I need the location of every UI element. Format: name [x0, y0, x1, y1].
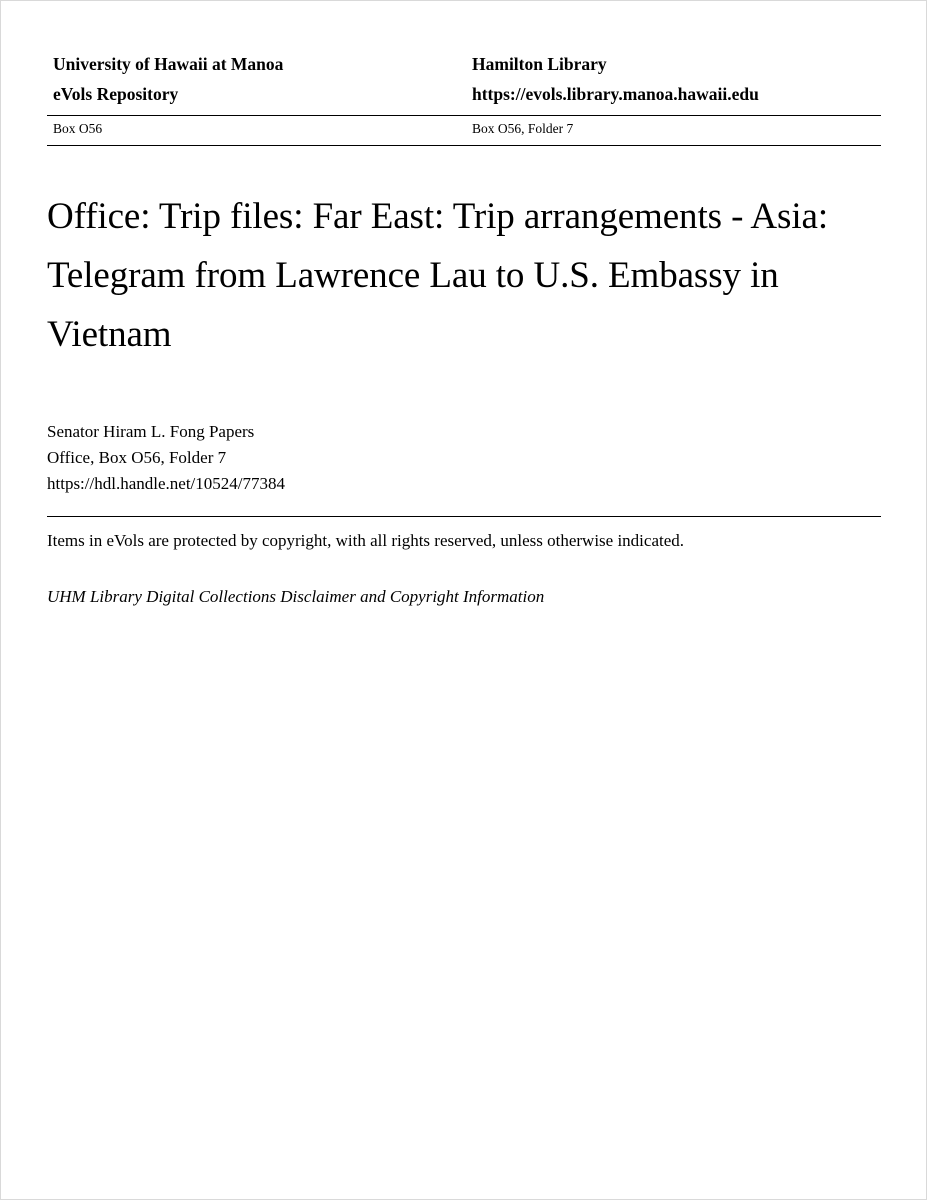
citation-handle[interactable]: https://hdl.handle.net/10524/77384 — [47, 474, 285, 493]
document-header — [47, 49, 881, 146]
header-row-secondary — [47, 116, 881, 139]
header-row-primary — [47, 49, 881, 109]
header-box-left-column — [47, 119, 472, 139]
header-right-column — [472, 49, 881, 109]
page-title: Office: Trip files: Far East: Trip arrangements - Asia: Telegram from Lawrence Lau to U.S. Embassy in Vietnam — [47, 196, 829, 355]
institution-name: University of Hawaii at Manoa — [53, 54, 284, 74]
disclaimer-link[interactable]: UHM Library Digital Collections Disclaimer and Copyright Information — [47, 587, 545, 606]
library-name: Hamilton Library — [472, 54, 607, 74]
repository-name: eVols Repository — [53, 84, 179, 104]
repository-url[interactable]: https://evols.library.manoa.hawaii.edu — [472, 84, 759, 104]
box-label-left: Box O56 — [53, 121, 103, 136]
header-divider-bottom — [47, 145, 881, 146]
header-left-column — [47, 49, 472, 109]
rights-divider — [47, 516, 881, 517]
citation-collection: Senator Hiram L. Fong Papers — [47, 422, 255, 441]
box-label-right: Box O56, Folder 7 — [472, 121, 574, 136]
rights-statement: Items in eVols are protected by copyright, with all rights reserved, unless otherwise indicated. — [47, 531, 685, 550]
citation-location: Office, Box O56, Folder 7 — [47, 448, 227, 467]
header-box-right-column — [472, 119, 881, 139]
citation-block — [47, 419, 867, 497]
